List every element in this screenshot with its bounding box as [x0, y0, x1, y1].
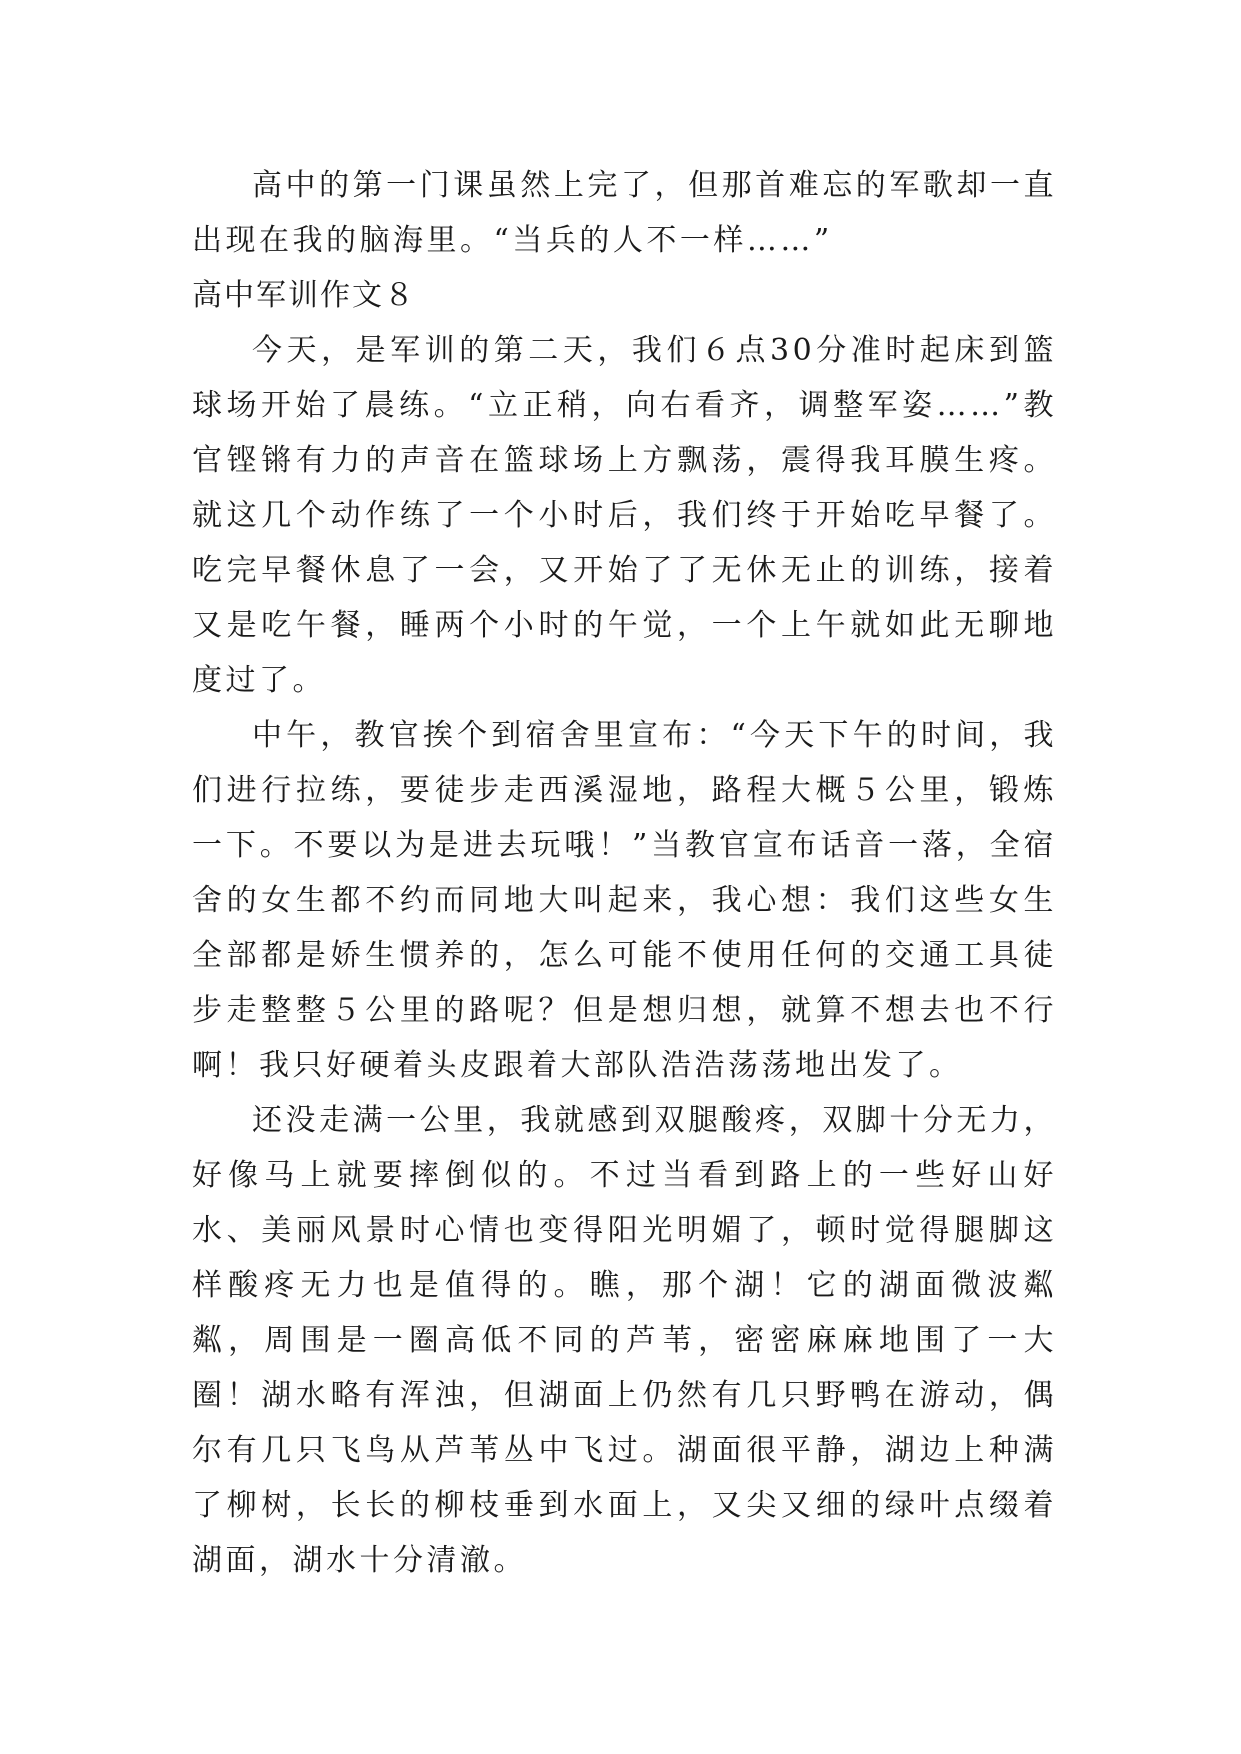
paragraph-3: 还没走满一公里，我就感到双腿酸疼，双脚十分无力，好像马上就要摔倒似的。不过当看到路上的一些好山好水、美丽风景时心情也变得阳光明媚了，顿时觉得腿脚这样酸疼无力也是值得的。瞧，那个湖！它的湖面微波粼粼，周围是一圈高低不同的芦苇，密密麻麻地围了一大圈！湖水略有浑浊，但湖面上仍然有几只野鸭在游动，偶尔有几只飞鸟从芦苇丛中飞过。湖面很平静，湖边上种满了柳树，长长的柳枝垂到水面上，又尖又细的绿叶点缀着湖面，湖水十分清澈。: [192, 1103, 1057, 1578]
paragraph-1: 今天，是军训的第二天，我们６点30分准时起床到篮球场开始了晨练。“立正稍，向右看齐，调整军姿……”教官铿锵有力的声音在篮球场上方飘荡，震得我耳膜生疼。就这几个动作练了一个小时后，我们终于开始吃早餐了。吃完早餐休息了一会，又开始了了无休无止的训练，接着又是吃午餐，睡两个小时的午觉，一个上午就如此无聊地度过了。: [192, 333, 1057, 698]
document-body: [192, 158, 1057, 1588]
intro-paragraph: 高中的第一门课虽然上完了，但那首难忘的军歌却一直出现在我的脑海里。“当兵的人不一样……”: [192, 168, 1057, 258]
paragraph-2: 中午，教官挨个到宿舍里宣布：“今天下午的时间，我们进行拉练，要徒步走西溪湿地，路程大概５公里，锻炼一下。不要以为是进去玩哦！”当教官宣布话音一落，全宿舍的女生都不约而同地大叫起来，我心想：我们这些女生全部都是娇生惯养的，怎么可能不使用任何的交通工具徒步走整整５公里的路呢？但是想归想，就算不想去也不行啊！我只好硬着头皮跟着大部队浩浩荡荡地出发了。: [192, 718, 1057, 1083]
section-title: 高中军训作文８: [192, 278, 416, 313]
